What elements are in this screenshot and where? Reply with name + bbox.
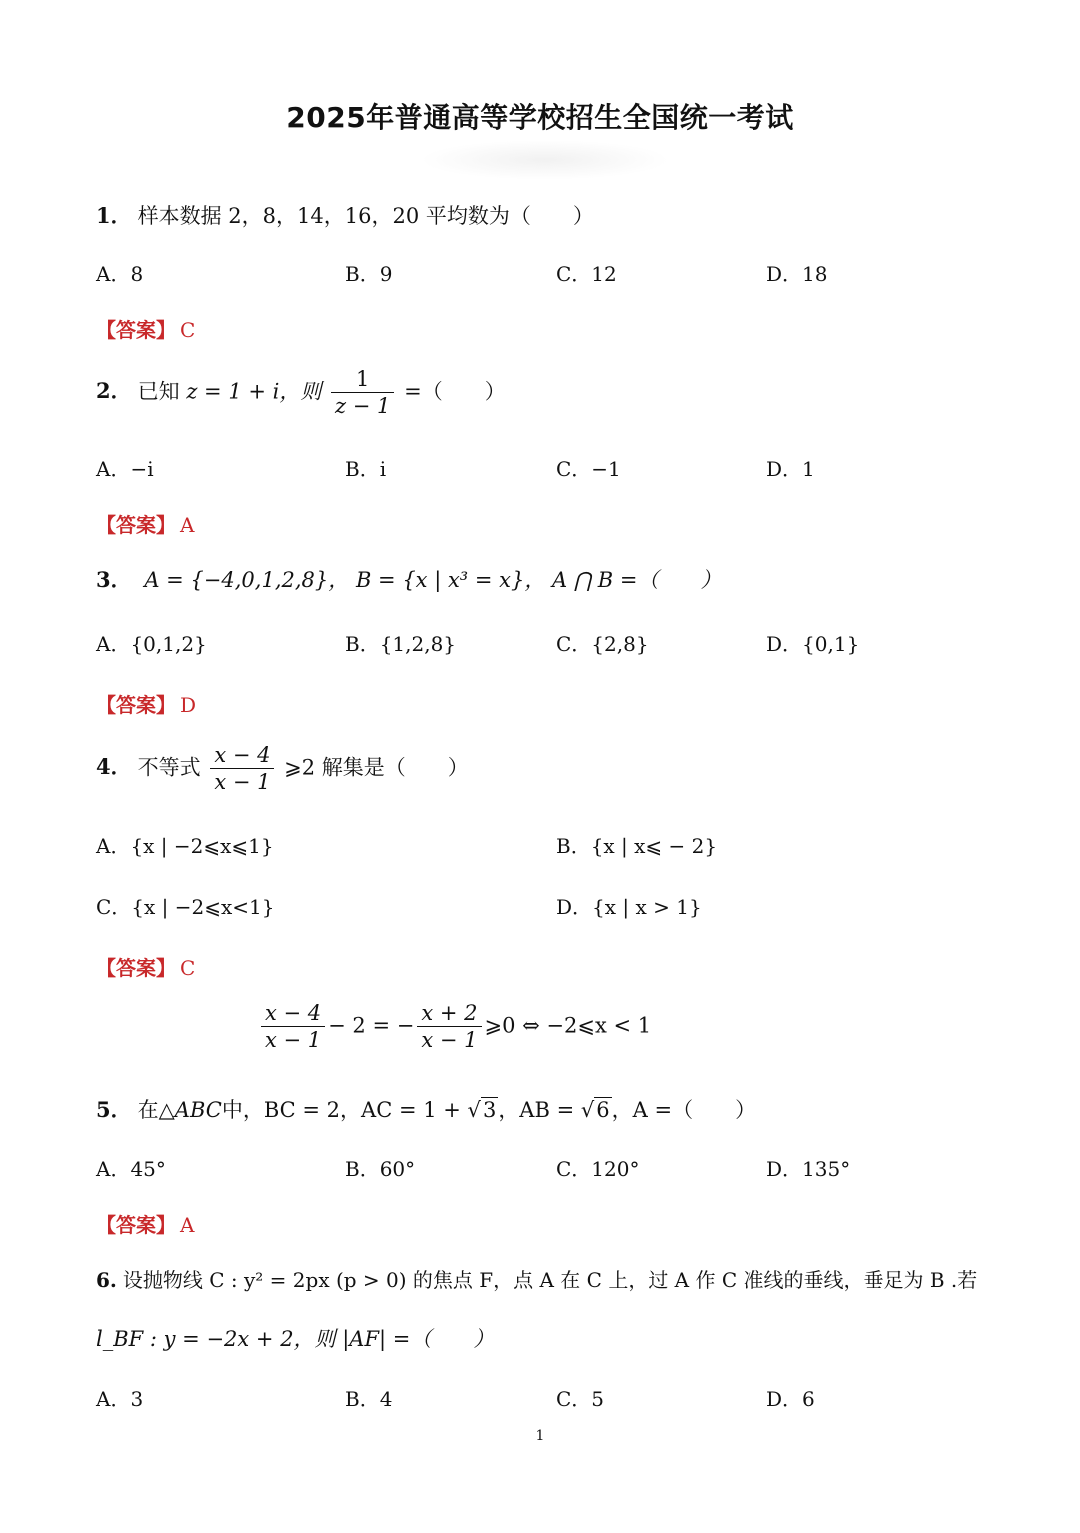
question-2 (96, 366, 506, 420)
question-6-line-1 (96, 1264, 977, 1293)
option-a: A．−i (96, 457, 154, 481)
answer-label: 【答案】 (96, 693, 176, 717)
option-a: A．8 (96, 262, 144, 286)
option-d: D．6 (766, 1387, 815, 1411)
option-d: D．{x | x > 1} (556, 895, 702, 919)
question-text-post: =（ ） (404, 379, 506, 404)
question-number: 6. (96, 1268, 117, 1292)
option-d: D．{0,1} (766, 632, 860, 656)
intersection-expr: A ⋂ B =（ ） (552, 568, 722, 592)
fraction (331, 366, 394, 420)
answer-2 (96, 509, 194, 538)
answer-1 (96, 314, 195, 343)
answer-value: D (180, 693, 197, 717)
option-c: C．120° (556, 1157, 640, 1181)
answer-label: 【答案】 (96, 513, 176, 537)
fraction-numerator: x − 4 (261, 1000, 325, 1027)
fraction-numerator: x − 4 (210, 742, 274, 769)
solution-mid: − 2 = − (328, 1013, 415, 1038)
question-number: 1． (96, 203, 132, 228)
fraction-numerator: 1 (331, 366, 394, 393)
answer-label: 【答案】 (96, 1213, 176, 1237)
sqrt-expr: √3 (467, 1098, 497, 1122)
question-number: 2． (96, 378, 132, 404)
question-6-line-2 (96, 1323, 494, 1353)
option-c: C．12 (556, 262, 617, 286)
option-d: D．135° (766, 1157, 851, 1181)
question-3 (96, 564, 722, 594)
answer-label: 【答案】 (96, 318, 176, 342)
question-text: l_BF : y = −2x + 2，则 |AF| =（ ） (96, 1327, 495, 1351)
question-4 (96, 742, 469, 796)
option-b: B．{1,2,8} (345, 632, 457, 656)
question-text-pre: 在△ (137, 1098, 175, 1122)
option-d: D．18 (766, 262, 828, 286)
option-b: B．i (345, 457, 387, 481)
option-b: B．4 (345, 1387, 393, 1411)
sqrt-radicand: 6 (596, 1098, 610, 1122)
triangle-name: ABC (174, 1098, 222, 1122)
page-number: 1 (535, 1428, 545, 1444)
option-a: A．45° (96, 1157, 166, 1181)
answer-label: 【答案】 (96, 956, 176, 980)
exam-title: 2025年普通高等学校招生全国统一考试 (286, 101, 794, 134)
question-number: 4． (96, 754, 132, 780)
option-a: A．3 (96, 1387, 144, 1411)
option-c: C．−1 (556, 457, 621, 481)
question-text-mid: 中，BC = 2，AC = 1 + (221, 1098, 461, 1122)
sqrt-expr: √6 (580, 1098, 610, 1122)
solution-4 (258, 1000, 651, 1054)
set-b-definition: B = {x | x³ = x}， (355, 568, 546, 592)
question-number: 3． (96, 567, 132, 592)
fraction (261, 1000, 325, 1054)
option-c: C．{2,8} (556, 632, 649, 656)
option-b: B．{x | x⩽ − 2} (556, 834, 718, 858)
fraction (417, 1000, 481, 1054)
fraction (210, 742, 274, 796)
option-c: C．5 (556, 1387, 605, 1411)
question-text: 样本数据 2，8，14，16，20 平均数为（ ） (137, 204, 594, 228)
question-text-pre: 不等式 (137, 755, 201, 780)
option-b: B．60° (345, 1157, 416, 1181)
sqrt-radicand: 3 (482, 1098, 497, 1122)
answer-3 (96, 689, 196, 718)
option-a: A．{x | −2⩽x⩽1} (96, 834, 274, 858)
answer-value: A (180, 513, 195, 537)
question-number: 5． (96, 1097, 132, 1122)
fraction-denominator: x − 1 (265, 1028, 322, 1053)
option-a: A．{0,1,2} (96, 632, 207, 656)
question-text-post: ⩾2 解集是（ ） (284, 755, 469, 780)
fraction-numerator: x + 2 (417, 1000, 481, 1027)
scan-smudge (420, 140, 670, 180)
fraction-denominator: x − 1 (421, 1028, 478, 1053)
fraction-denominator: z − 1 (335, 394, 391, 419)
question-5 (96, 1094, 756, 1124)
option-b: B．9 (345, 262, 393, 286)
answer-value: A (180, 1213, 195, 1237)
answer-5 (96, 1209, 194, 1238)
option-c: C．{x | −2⩽x<1} (96, 895, 275, 919)
question-text-mid2: ，AB = (498, 1098, 575, 1122)
option-d: D．1 (766, 457, 815, 481)
question-expr: z = 1 + i，则 (186, 379, 322, 404)
answer-value: C (180, 318, 196, 342)
question-text-pre: 已知 (137, 379, 180, 404)
fraction-denominator: x − 1 (214, 770, 271, 795)
question-text: 设抛物线 C : y² = 2px (p > 0) 的焦点 F，点 A 在 C 上，过 A 作 C 准线的垂线，垂足为 B .若 (122, 1268, 978, 1292)
question-text-post: ，A =（ ） (611, 1098, 757, 1122)
answer-value: C (180, 956, 196, 980)
question-1 (96, 200, 594, 230)
set-a-definition: A = {−4,0,1,2,8}， (144, 568, 350, 592)
solution-tail: ⩾0 ⇔ −2⩽x < 1 (484, 1013, 652, 1038)
answer-4 (96, 952, 195, 981)
